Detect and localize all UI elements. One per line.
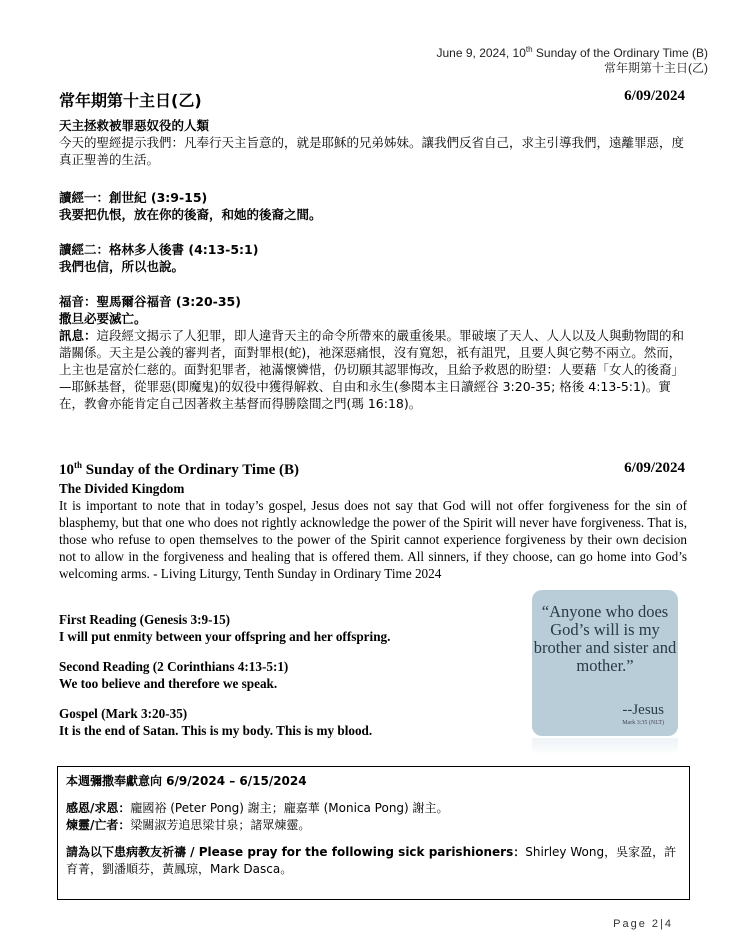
- en-gospel: Gospel (Mark 3:20-35) It is the end of Satan. This is my body. This is my blood.: [59, 706, 373, 738]
- mass-title: 本週彌撒奉獻意向 6/9/2024 – 6/15/2024: [66, 774, 307, 788]
- mass-pray: 請為以下患病教友祈禱 / Please pray for the following sick parishioners：Shirley Wong，吳家盈，許育菁，劉潘順芬，黃鳳琼，Mark Dasca。: [66, 845, 677, 876]
- en-theme: The Divided Kingdom: [59, 481, 185, 496]
- zh-title-row: [59, 88, 685, 111]
- zh-gospel-text: 撒旦必要滅亡。: [59, 311, 147, 326]
- zh-r1-text: 我要把仇恨，放在你的後裔，和她的後裔之間。: [59, 207, 322, 222]
- quote-reference: Mark 3:35 (NLT): [622, 720, 664, 726]
- en-title-row: [59, 460, 685, 479]
- en-intro-section: [59, 480, 687, 582]
- zh-gospel: [59, 293, 693, 412]
- en-reading-1: First Reading (Genesis 3:9-15) I will put enmity between your offspring and her offspring.: [59, 612, 391, 644]
- quote-image: [532, 590, 678, 736]
- zh-date: 6/09/2024: [624, 88, 685, 104]
- en-reading-2: Second Reading (2 Corinthians 4:13-5:1) We too believe and therefore we speak.: [59, 659, 289, 691]
- zh-message-text: 這段經文揭示了人犯罪，即人違背天主的命令所帶來的嚴重後果。罪破壞了天人、人人以及人與動物間的和諧關係。天主是公義的審判者，面對罪根(蛇)，祂深惡痛恨，沒有寬恕，祇有詛咒，且要人與它勢不兩立。然而，上主也是富於仁慈的。面對犯罪者，祂滿懷憐惜，仍切願其認罪悔改，且給予救恩的盼望：人要藉「女人的後裔」—耶穌基督，從罪惡(即魔鬼)的奴役中獲得解救、自由和永生(參閱本主日讀經谷 3:20-35; 格後 4:13-5:1)。實在，教會亦能肯定自己因著救主基督而得勝陰間之門(瑪 16:18)。: [59, 328, 685, 411]
- en-readings: [59, 611, 519, 752]
- page-number: Page 2|4: [613, 918, 673, 930]
- zh-theme: 天主拯救被罪惡奴役的人類: [59, 118, 210, 133]
- zh-reading-2: [59, 241, 693, 275]
- zh-title: 常年期第十主日(乙): [59, 91, 202, 110]
- zh-r1-ref: 讀經一：創世紀 (3:9-15): [59, 190, 208, 205]
- zh-message-label: 訊息：: [59, 328, 97, 343]
- header-chinese: 常年期第十主日(乙): [604, 61, 708, 75]
- zh-r2-text: 我們也信，所以也說。: [59, 259, 185, 274]
- en-body: It is important to note that in today’s gospel, Jesus does not say that God will not offer forgiveness for the sin of blasphemy, but that one who does not rightly acknowledge the power of the Spirit will never have forgiveness. That is, those who refuse to open themselves to the power of the Spirit cannot experience forgiveness by their own decision not to allow in the forgiveness and healing that is offered them. All sinners, if they choose, can go home into God’s welcoming arms. - Living Liturgy, Tenth Sunday in Ordinary Time 2024: [59, 498, 687, 581]
- zh-message: [59, 327, 693, 412]
- mass-intentions-box: [57, 766, 690, 900]
- mass-thanks: 感恩/求恩：龐國裕 (Peter Pong) 謝主；龐嘉華 (Monica Pong) 謝主。: [66, 801, 449, 815]
- mass-souls: 煉靈/亡者：梁關淑芳追思梁甘泉；諸眾煉靈。: [66, 818, 311, 832]
- zh-intro: 今天的聖經提示我們：凡奉行天主旨意的，就是耶穌的兄弟姊妹。讓我們反省自己，求主引導我們，遠離罪惡，度真正聖善的生活。: [59, 135, 685, 167]
- quote-reflection: [532, 738, 678, 756]
- zh-intro-section: [59, 117, 693, 168]
- quote-text: “Anyone who does God’s will is my brother and sister and mother.”: [533, 602, 677, 675]
- en-title: 10th Sunday of the Ordinary Time (B): [59, 460, 299, 478]
- quote-author: --Jesus: [622, 702, 664, 718]
- en-date: 6/09/2024: [624, 460, 685, 476]
- zh-reading-1: [59, 189, 693, 223]
- header-english: June 9, 2024, 10th Sunday of the Ordinary Time (B): [436, 45, 708, 60]
- page-header: [437, 42, 709, 76]
- zh-gospel-ref: 福音：聖馬爾谷福音 (3:20-35): [59, 294, 241, 309]
- zh-r2-ref: 讀經二：格林多人後書 (4:13-5:1): [59, 242, 259, 257]
